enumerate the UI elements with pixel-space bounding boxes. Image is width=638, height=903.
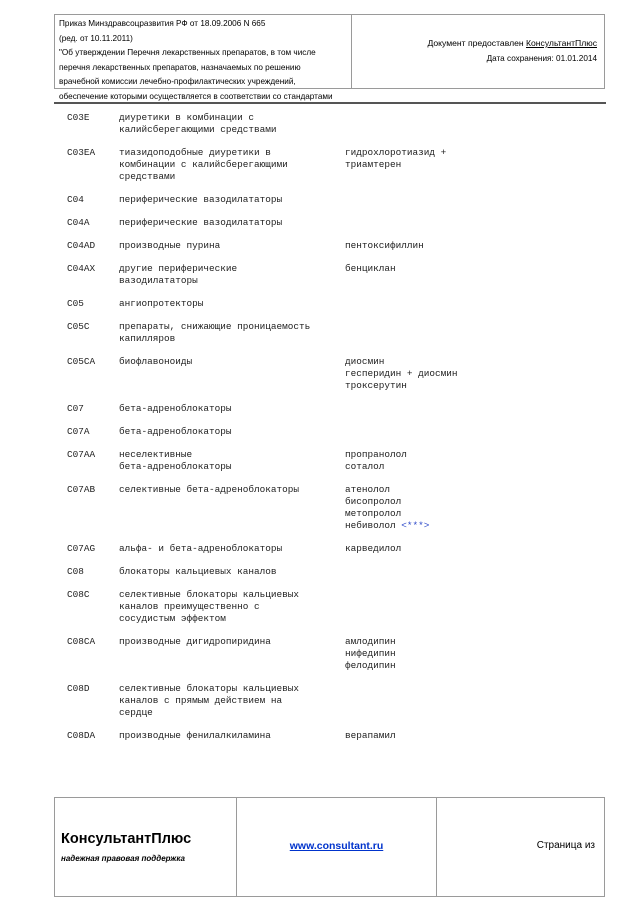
drug-name bbox=[345, 368, 458, 380]
atc-code: C05C bbox=[67, 321, 90, 332]
group-description bbox=[119, 263, 237, 287]
drug-name bbox=[345, 730, 396, 742]
header-line: "Об утверждении Перечня лекарственных препаратов, в том числе bbox=[59, 48, 316, 57]
group-description bbox=[119, 356, 192, 368]
drug-name-text: триамтерен bbox=[345, 159, 402, 170]
description-line: вазодилататоры bbox=[119, 275, 198, 286]
description-line: калийсберегающими средствами bbox=[119, 124, 277, 135]
table-row bbox=[0, 112, 638, 136]
description-line: другие периферические bbox=[119, 263, 238, 274]
table-row bbox=[0, 263, 638, 287]
drug-name bbox=[345, 648, 396, 660]
description-line: тиазидоподобные диуретики в bbox=[119, 147, 271, 158]
drug-list bbox=[345, 543, 401, 555]
table-row bbox=[0, 240, 638, 252]
drug-name bbox=[345, 147, 446, 159]
drug-name bbox=[345, 508, 429, 520]
group-description bbox=[119, 194, 282, 206]
table-row bbox=[0, 683, 638, 719]
drug-name bbox=[345, 240, 424, 252]
description-line: периферические вазодилататоры bbox=[119, 194, 283, 205]
drug-name bbox=[345, 159, 446, 171]
description-line: капилляров bbox=[119, 333, 176, 344]
drug-list bbox=[345, 636, 396, 672]
atc-code: C08C bbox=[67, 589, 90, 600]
group-description bbox=[119, 683, 299, 719]
drug-name bbox=[345, 636, 396, 648]
description-line: средствами bbox=[119, 171, 176, 182]
group-description bbox=[119, 543, 282, 555]
drug-name bbox=[345, 496, 429, 508]
drug-name-text: троксерутин bbox=[345, 380, 407, 391]
description-line: периферические вазодилататоры bbox=[119, 217, 283, 228]
document-source-block bbox=[352, 15, 604, 88]
drug-name-text: гесперидин + диосмин bbox=[345, 368, 458, 379]
header-line: Приказ Минздравсоцразвития РФ от 18.09.2006 N 665 bbox=[59, 19, 266, 28]
header-divider bbox=[54, 102, 606, 104]
group-description bbox=[119, 426, 232, 438]
description-line: бета-адреноблокаторы bbox=[119, 426, 232, 437]
drug-name bbox=[345, 356, 458, 368]
drug-name-text: гидрохлоротиазид + bbox=[345, 147, 447, 158]
drug-list bbox=[345, 730, 396, 742]
drug-name-text: верапамил bbox=[345, 730, 396, 741]
description-line: селективные блокаторы кальциевых bbox=[119, 683, 300, 694]
description-line: препараты, снижающие проницаемость bbox=[119, 321, 311, 332]
description-line: селективные бета-адреноблокаторы bbox=[119, 484, 300, 495]
group-description bbox=[119, 449, 232, 473]
table-row bbox=[0, 566, 638, 578]
group-description bbox=[119, 403, 232, 415]
drug-name-text: небиволол bbox=[345, 520, 396, 531]
description-line: бета-адреноблокаторы bbox=[119, 461, 232, 472]
table-row bbox=[0, 194, 638, 206]
description-line: неселективные bbox=[119, 449, 193, 460]
drug-name-text: бенциклан bbox=[345, 263, 396, 274]
drug-name-text: диосмин bbox=[345, 356, 385, 367]
description-line: производные пурина bbox=[119, 240, 221, 251]
header-line: обеспечение которыми осуществляется в соответствии со стандартами bbox=[59, 91, 333, 101]
drug-list bbox=[345, 147, 446, 171]
atc-code: C07AB bbox=[67, 484, 96, 495]
description-line: сосудистым эффектом bbox=[119, 613, 226, 624]
atc-code: C04AD bbox=[67, 240, 96, 251]
atc-code: C04A bbox=[67, 217, 90, 228]
group-description bbox=[119, 321, 310, 345]
drug-name-text: амлодипин bbox=[345, 636, 396, 647]
footer-page-block bbox=[437, 798, 604, 896]
brand-tagline: надежная правовая поддержка bbox=[61, 854, 185, 863]
drug-name-text: атенолол bbox=[345, 484, 391, 495]
group-description bbox=[119, 730, 271, 742]
document-footer bbox=[54, 797, 605, 897]
table-row bbox=[0, 636, 638, 672]
atc-code: C08 bbox=[67, 566, 84, 577]
brand-logo-text: КонсультантПлюс bbox=[61, 831, 192, 847]
atc-code: C07AG bbox=[67, 543, 96, 554]
atc-code: C08D bbox=[67, 683, 90, 694]
drug-name-text: карведилол bbox=[345, 543, 402, 554]
description-line: биофлавоноиды bbox=[119, 356, 193, 367]
description-line: каналов преимущественно с bbox=[119, 601, 260, 612]
document-title-block bbox=[55, 15, 352, 101]
description-line: бета-адреноблокаторы bbox=[119, 403, 232, 414]
drug-name-text: бисопролол bbox=[345, 496, 402, 507]
description-line: ангиопротекторы bbox=[119, 298, 204, 309]
drug-list bbox=[345, 449, 407, 473]
atc-code: C07AA bbox=[67, 449, 96, 460]
description-line: комбинации с калийсберегающими bbox=[119, 159, 288, 170]
group-description bbox=[119, 589, 299, 625]
drug-name bbox=[345, 461, 407, 473]
save-date: Дата сохранения: 01.01.2014 bbox=[486, 54, 597, 63]
footer-url-block bbox=[237, 798, 437, 896]
drug-name-text: пентоксифиллин bbox=[345, 240, 424, 251]
consultant-link[interactable]: КонсультантПлюс bbox=[526, 38, 597, 48]
description-line: производные фенилалкиламина bbox=[119, 730, 271, 741]
table-row bbox=[0, 589, 638, 625]
atc-code: C03E bbox=[67, 112, 90, 123]
atc-code: C03EA bbox=[67, 147, 96, 158]
atc-code: C08DA bbox=[67, 730, 96, 741]
description-line: производные дигидропиридина bbox=[119, 636, 271, 647]
drug-name bbox=[345, 449, 407, 461]
drug-name bbox=[345, 484, 429, 496]
drug-name bbox=[345, 520, 429, 532]
description-line: сердце bbox=[119, 707, 153, 718]
drug-list bbox=[345, 240, 424, 252]
header-line: врачебной комиссии лечебно-профилактических учреждений, bbox=[59, 77, 296, 86]
atc-code: C04 bbox=[67, 194, 84, 205]
drug-list bbox=[345, 356, 458, 392]
group-description bbox=[119, 484, 299, 496]
description-line: селективные блокаторы кальциевых bbox=[119, 589, 300, 600]
drug-name bbox=[345, 660, 396, 672]
drug-name bbox=[345, 543, 401, 555]
table-row bbox=[0, 321, 638, 345]
table-row bbox=[0, 403, 638, 415]
website-link[interactable]: www.consultant.ru bbox=[289, 840, 384, 852]
drug-name-text: соталол bbox=[345, 461, 385, 472]
description-line: каналов с прямым действием на bbox=[119, 695, 283, 706]
description-line: диуретики в комбинации с bbox=[119, 112, 255, 123]
drug-name bbox=[345, 380, 458, 392]
table-row bbox=[0, 426, 638, 438]
table-row bbox=[0, 147, 638, 183]
group-description bbox=[119, 217, 282, 229]
atc-code: C05 bbox=[67, 298, 84, 309]
table-row bbox=[0, 217, 638, 229]
drug-name-text: нифедипин bbox=[345, 648, 396, 659]
group-description bbox=[119, 636, 271, 648]
source-notice bbox=[427, 38, 597, 48]
atc-code: C08CA bbox=[67, 636, 96, 647]
atc-code: C07A bbox=[67, 426, 90, 437]
group-description bbox=[119, 147, 288, 183]
source-prefix: Документ предоставлен bbox=[427, 38, 526, 48]
group-description bbox=[119, 298, 203, 310]
atc-code: C04AX bbox=[67, 263, 96, 274]
table-row bbox=[0, 298, 638, 310]
drug-name bbox=[345, 263, 396, 275]
footer-brand-block bbox=[55, 798, 237, 896]
page-counter: Страница из bbox=[536, 840, 595, 851]
drug-name-text: метопролол bbox=[345, 508, 402, 519]
group-description bbox=[119, 566, 277, 578]
document-header bbox=[54, 14, 605, 101]
header-line: перечня лекарственных препаратов, назначаемых по решению bbox=[59, 62, 301, 72]
description-line: блокаторы кальциевых каналов bbox=[119, 566, 277, 577]
table-row bbox=[0, 449, 638, 473]
drug-name-text: фелодипин bbox=[345, 660, 396, 671]
table-row bbox=[0, 484, 638, 532]
drug-list bbox=[345, 263, 396, 275]
table-row bbox=[0, 543, 638, 555]
atc-code: C07 bbox=[67, 403, 84, 414]
table-row bbox=[0, 730, 638, 742]
table-row bbox=[0, 356, 638, 392]
group-description bbox=[119, 112, 277, 136]
atc-code: C05CA bbox=[67, 356, 96, 367]
footnote-reference-link[interactable]: <***> bbox=[401, 520, 430, 531]
drug-name-text: пропранолол bbox=[345, 449, 407, 460]
description-line: альфа- и бета-адреноблокаторы bbox=[119, 543, 283, 554]
header-line: (ред. от 10.11.2011) bbox=[59, 33, 133, 43]
group-description bbox=[119, 240, 220, 252]
drug-list bbox=[345, 484, 429, 532]
